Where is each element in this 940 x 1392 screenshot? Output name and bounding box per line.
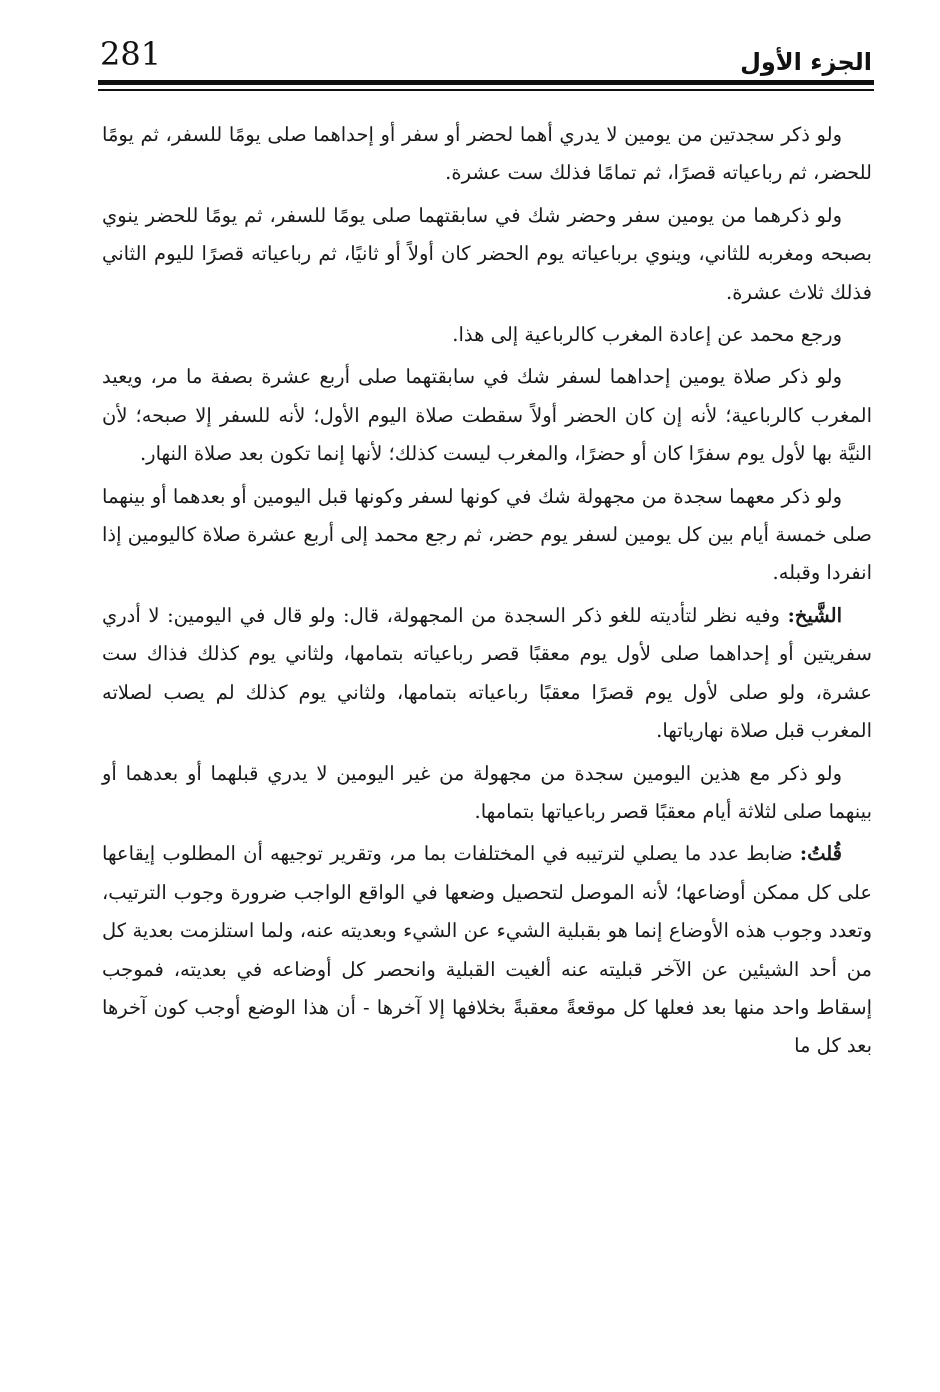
paragraph	[102, 835, 872, 1065]
paragraph	[102, 597, 872, 751]
paragraph-lead: الشَّيخ:	[787, 603, 842, 627]
paragraph	[102, 197, 872, 312]
page-number: 281	[100, 35, 162, 73]
paragraph-text: وفيه نظر لتأديته للغو ذكر السجدة من المجهولة، قال: ولو قال في اليومين: لا أدري سفريتين أو إحداهما صلى لأول يوم معقبًا قصر رباعياته بتمامها، ولثاني يوم كذلك فذاك ست عشرة، ولو صلى لأول يوم قصرًا معقبًا رباعياته بتمامها، ولثاني يوم كذلك لم يصب لصلاته المغرب قبل صلاة نهارياتها.	[102, 603, 872, 743]
paragraph-lead: قُلتُ:	[799, 842, 842, 866]
paragraph-text: ولو ذكر سجدتين من يومين لا يدري أهما لحضر أو سفر أو إحداهما صلى يومًا للسفر، ثم يومًا للحضر، ثم رباعياته قصرًا، ثم تمامًا فذلك ست عشرة.	[102, 123, 872, 185]
paragraph	[102, 358, 872, 473]
paragraph-text: ولو ذكر صلاة يومين إحداهما لسفر شك في سابقتهما صلى أربع عشرة بصفة ما مر، ويعيد المغرب كالرباعية؛ لأنه إن كان الحضر أولاً سقطت صلاة اليوم الأول؛ لأنه للسفر إلا صبحه؛ لأن النيَّة بها لأول يوم سفرًا كان أو حضرًا، والمغرب ليست كذلك؛ لأنها إنما تكون بعد صلاة النهار.	[102, 365, 872, 466]
header-rule-thick	[98, 80, 874, 85]
paragraph-text: ضابط عدد ما يصلي لترتيبه في المختلفات بما مر، وتقرير توجيهه أن المطلوب إيقاعها على كل ممكن أوضاعها؛ لأنه الموصل لتحصيل وضعها في الواقع الواجب ضرورة وجوب الترتيب، وتعدد وجوب هذه الأوضاع إنما هو بقبلية الشيء عن الشيء وبعديته عنه، ولما استلزمت بعدية كل من أحد الشيئين عن الآخر قبليته عنه ألغيت القبلية وانحصر كل أوضاعه في بعديته، فموجب إسقاط واحد منها بعد فعلها كل موقعةً معقبةً بخلافها إلا آخرها - أن هذا الوضع أوجب كون آخرها بعد كل ما	[102, 842, 872, 1058]
paragraph-text: ولو ذكرهما من يومين سفر وحضر شك في سابقتهما صلى يومًا للسفر، ثم يومًا للحضر ينوي بصبحه ومغربه للثاني، وينوي برباعياته يوم الحضر كان أولاً أو ثانيًا، ثم رباعياته قصرًا لليوم الثاني فذلك ثلاث عشرة.	[102, 203, 872, 304]
paragraph	[102, 478, 872, 593]
body-text	[102, 116, 872, 1070]
page-header	[100, 34, 872, 94]
running-title: الجزء الأول	[740, 48, 872, 76]
paragraph-text: ورجع محمد عن إعادة المغرب كالرباعية إلى هذا.	[452, 323, 842, 347]
paragraph	[102, 116, 872, 193]
paragraph	[102, 755, 872, 832]
paragraph-text: ولو ذكر معهما سجدة من مجهولة شك في كونها لسفر وكونها قبل اليومين أو بعدهما أو بينهما صلى خمسة أيام بين كل يومين لسفر يوم حضر، ثم رجع محمد إلى أربع عشرة صلاة كاليومين إذا انفردا وقبله.	[102, 484, 872, 585]
header-rule-thin	[98, 89, 874, 91]
paragraph	[102, 316, 872, 354]
paragraph-text: ولو ذكر مع هذين اليومين سجدة من مجهولة من غير اليومين لا يدري قبلهما أو بعدهما أو بينهما صلى لثلاثة أيام معقبًا قصر رباعياتها بتمامها.	[102, 761, 872, 823]
